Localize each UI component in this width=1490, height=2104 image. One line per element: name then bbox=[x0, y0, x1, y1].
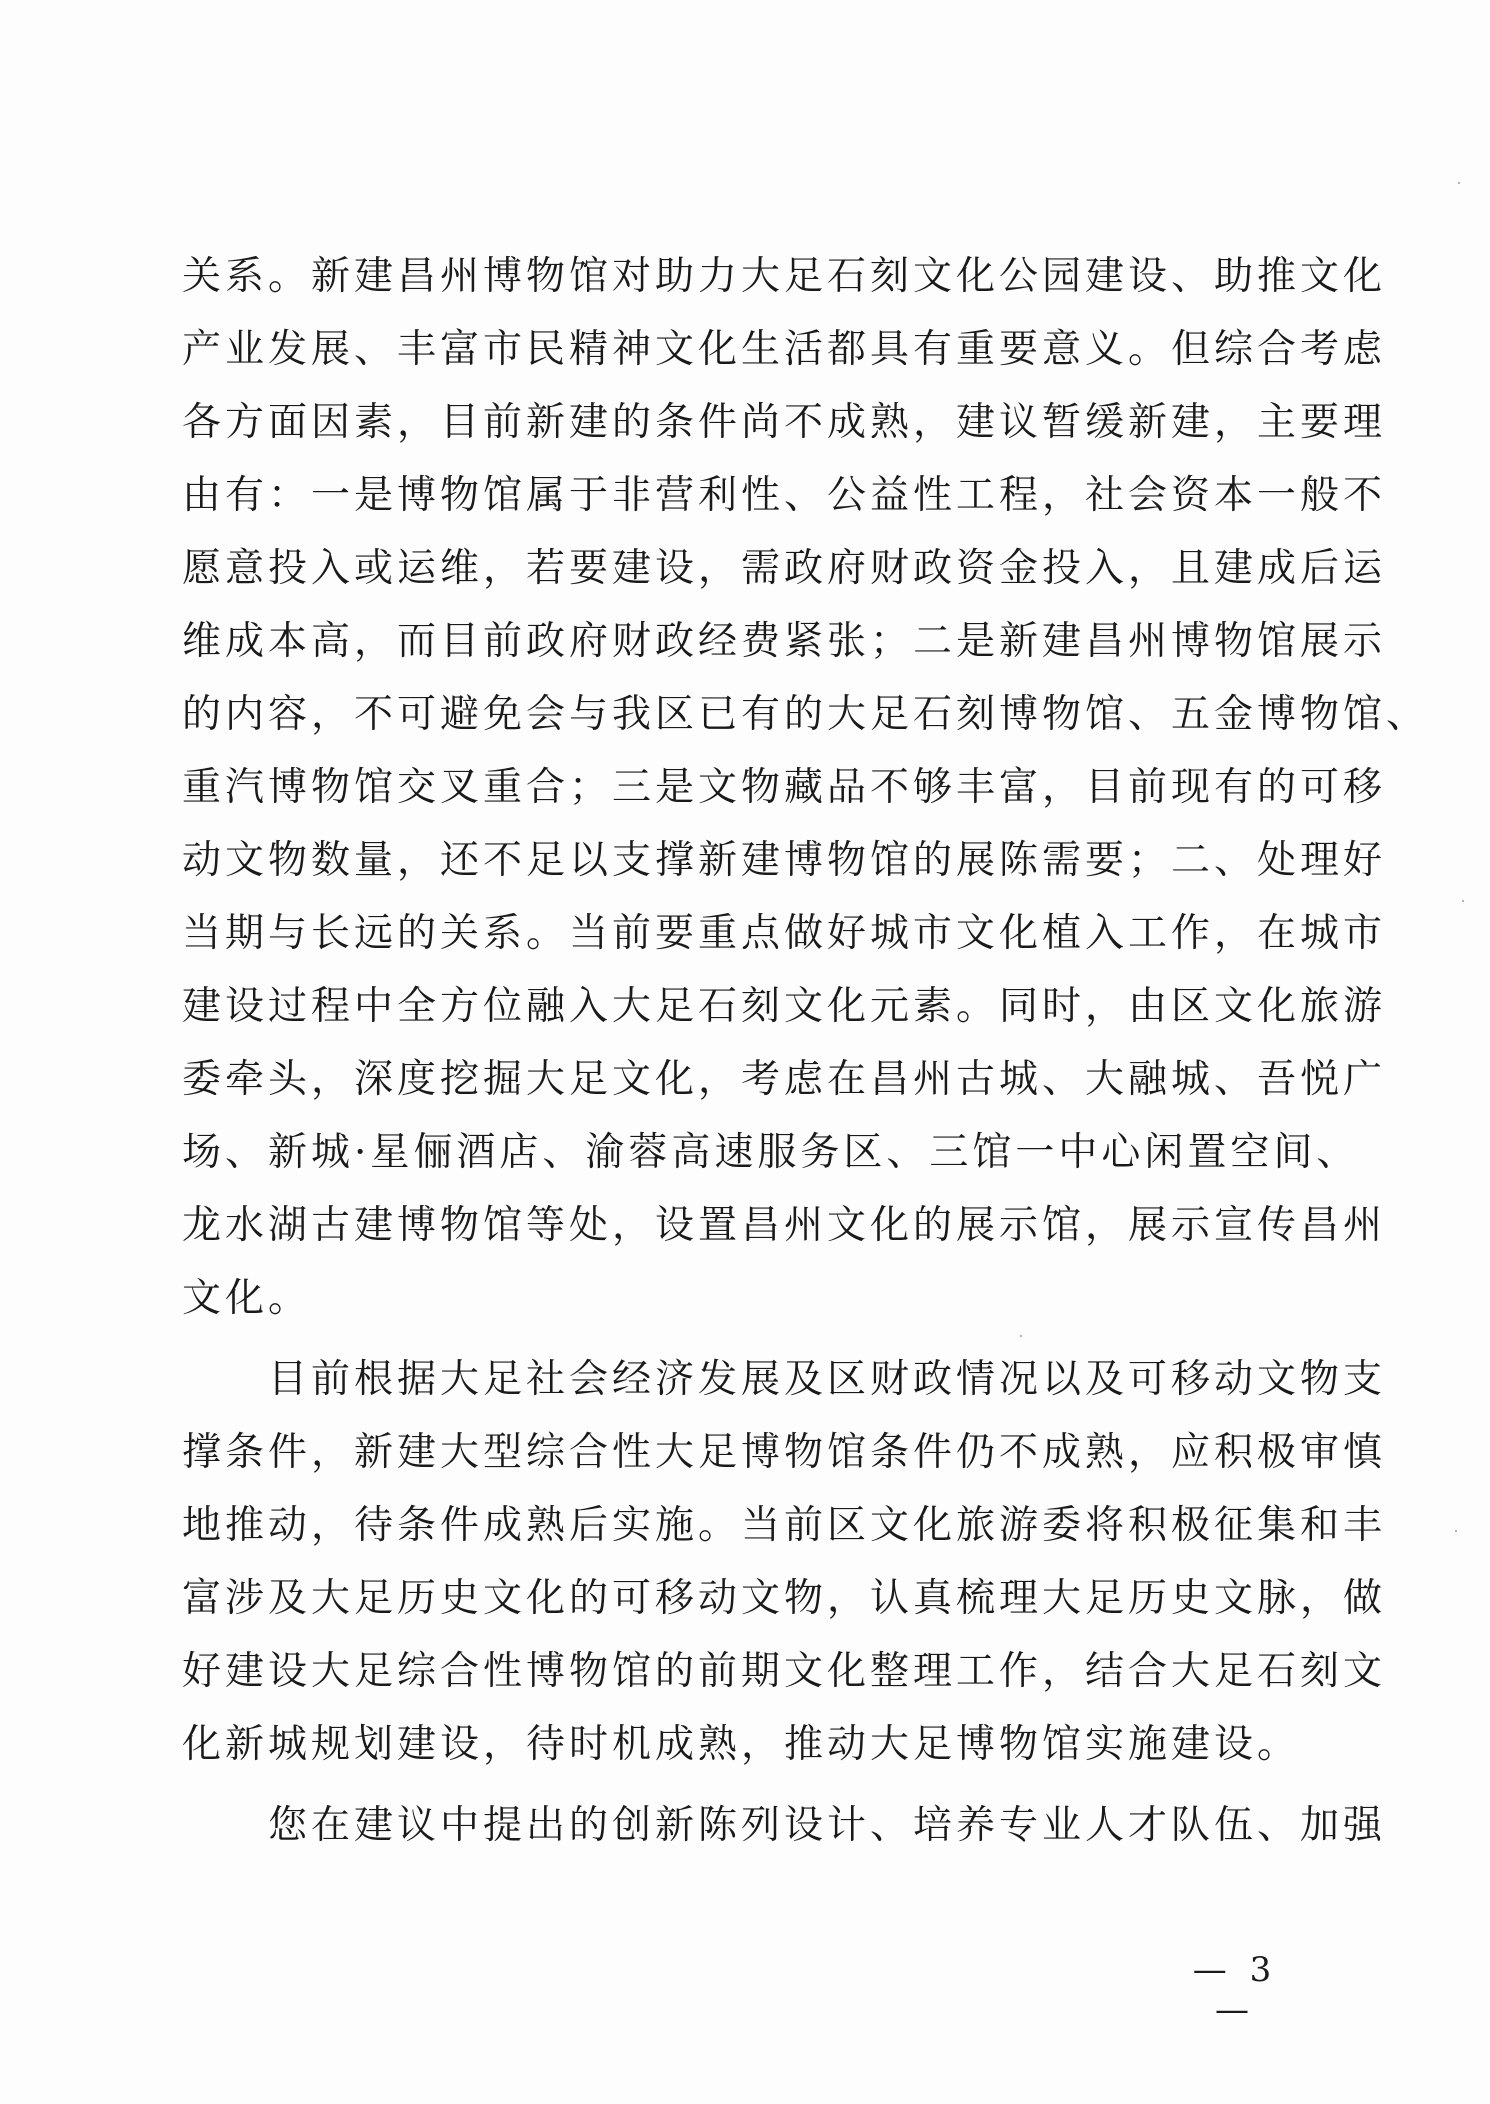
text-line: 由有：一是博物馆属于非营利性、公益性工程，社会资本一般不 bbox=[182, 473, 1387, 518]
paragraph-1 bbox=[182, 240, 1430, 1335]
scan-speck bbox=[1020, 1335, 1022, 1337]
text-line: 地推动，待条件成熟后实施。当前区文化旅游委将积极征集和丰 bbox=[182, 1503, 1387, 1548]
paragraph-2 bbox=[182, 1343, 1387, 1781]
text-line: 化新城规划建设，待时机成熟，推动大足博物馆实施建设。 bbox=[182, 1722, 1301, 1767]
paragraph-gap bbox=[182, 1781, 1312, 1789]
text-line: 各方面因素，目前新建的条件尚不成熟，建议暂缓新建，主要理 bbox=[182, 400, 1387, 445]
text-line: 关系。新建昌州博物馆对助力大足石刻文化公园建设、助推文化 bbox=[182, 254, 1387, 299]
body-text bbox=[182, 240, 1430, 1862]
text-line: 当期与长远的关系。当前要重点做好城市文化植入工作，在城市 bbox=[182, 911, 1387, 956]
paragraph-3 bbox=[182, 1789, 1387, 1862]
paragraph-gap bbox=[182, 1335, 1312, 1343]
text-line: 愿意投入或运维，若要建设，需政府财政资金投入，且建成后运 bbox=[182, 546, 1387, 591]
text-line: 文化。 bbox=[182, 1276, 312, 1321]
scan-speck bbox=[1455, 1530, 1457, 1532]
text-line: 维成本高，而目前政府财政经费紧张；二是新建昌州博物馆展示 bbox=[182, 619, 1387, 664]
text-line: 重汽博物馆交叉重合；三是文物藏品不够丰富，目前现有的可移 bbox=[182, 765, 1387, 810]
text-line: 龙水湖古建博物馆等处，设置昌州文化的展示馆，展示宣传昌州 bbox=[182, 1203, 1387, 1248]
text-line: 的内容，不可避免会与我区已有的大足石刻博物馆、五金博物馆、 bbox=[182, 692, 1430, 737]
scan-speck bbox=[1462, 900, 1464, 902]
scan-speck bbox=[1458, 182, 1460, 184]
text-line: 目前根据大足社会经济发展及区财政情况以及可移动文物支 bbox=[182, 1357, 1387, 1402]
text-line: 您在建议中提出的创新陈列设计、培养专业人才队伍、加强 bbox=[182, 1803, 1387, 1848]
text-line: 场、新城·星俪酒店、渝蓉高速服务区、三馆一中心闲置空间、 bbox=[182, 1130, 1360, 1175]
text-line: 建设过程中全方位融入大足石刻文化元素。同时，由区文化旅游 bbox=[182, 984, 1387, 1029]
text-line: 富涉及大足历史文化的可移动文物，认真梳理大足历史文脉，做 bbox=[182, 1576, 1387, 1621]
text-line: 委牵头，深度挖掘大足文化，考虑在昌州古城、大融城、吾悦广 bbox=[182, 1057, 1387, 1102]
text-line: 撑条件，新建大型综合性大足博物馆条件仍不成熟，应积极审慎 bbox=[182, 1430, 1387, 1475]
text-line: 产业发展、丰富市民精神文化生活都具有重要意义。但综合考虑 bbox=[182, 327, 1387, 372]
text-line: 好建设大足综合性博物馆的前期文化整理工作，结合大足石刻文 bbox=[182, 1649, 1387, 1694]
page-number: — 3 — bbox=[1192, 1950, 1278, 2030]
text-line: 动文物数量，还不足以支撑新建博物馆的展陈需要；二、处理好 bbox=[182, 838, 1387, 883]
